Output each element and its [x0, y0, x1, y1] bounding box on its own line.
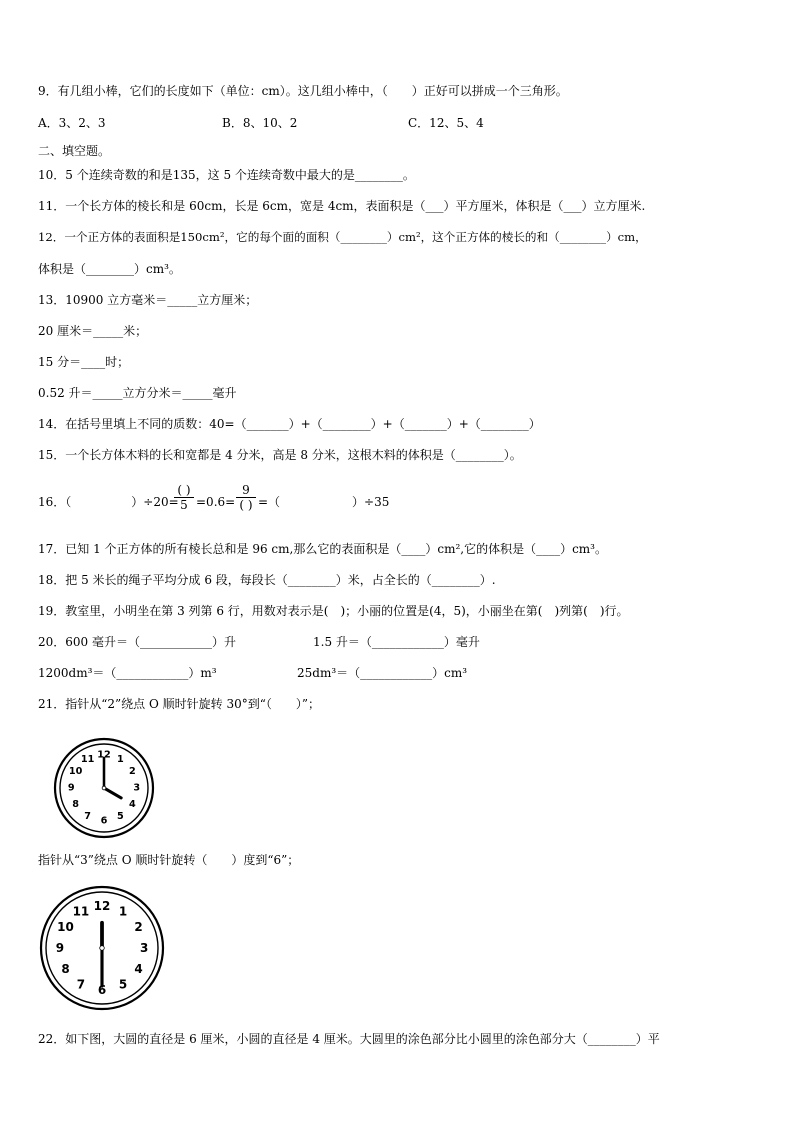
q16-fraction-2-denominator: ( )	[239, 498, 253, 512]
question-9: 9．有几组小棒，它们的长度如下（单位：cm）。这几组小棒中，（ ）正好可以拼成一个三角形。	[38, 84, 568, 98]
clock-1-numeral: 10	[68, 766, 83, 778]
clock-1-numeral: 5	[117, 810, 124, 822]
question-20-c: 1200dm³＝（____________）m³	[38, 666, 217, 680]
question-21-b: 指针从“3”绕点 O 顺时针旋转（ ）度到“6”；	[38, 853, 300, 867]
question-20-a: 20．600 毫升＝（____________）升	[38, 635, 236, 649]
question-12-line1: 12．一个正方体的表面积是150cm²，它的每个面的面积（________）cm²，这个正方体的棱长的和（________）cm，	[38, 230, 647, 244]
question-22: 22．如下图，大圆的直径是 6 厘米，小圆的直径是 4 厘米。大圆里的涂色部分比小圆里的涂色部分大（________）平	[38, 1032, 660, 1046]
clock-2	[39, 885, 165, 1011]
clock-1-numeral: 6	[100, 815, 108, 827]
question-16-part3: =（ ）÷35	[258, 495, 390, 509]
clock-1-numeral: 8	[72, 798, 79, 810]
clock-2-numeral: 6	[97, 983, 107, 998]
clock-1-numeral: 9	[67, 782, 75, 794]
clock-2-numeral: 9	[55, 941, 65, 955]
question-21: 21．指针从“2”绕点 O 顺时针旋转 30°到“（ ）”；	[38, 697, 320, 711]
question-16-part1: 16．（ ）÷20=	[38, 495, 179, 509]
clock-1-center-pin	[102, 786, 106, 790]
question-20-b: 1.5 升＝（____________）毫升	[313, 635, 480, 649]
clock-1-numeral: 11	[80, 754, 95, 766]
question-16-part2: =0.6=	[196, 495, 236, 509]
clock-2-numeral: 5	[118, 977, 128, 992]
clock-2-center-pin	[100, 946, 105, 951]
question-13-line3: 15 分＝____时；	[38, 355, 130, 369]
q16-fraction-1-denominator: 5	[180, 498, 188, 512]
clock-2-numeral: 2	[134, 919, 143, 934]
clock-2-numeral: 8	[61, 962, 70, 977]
q16-fraction-2	[236, 483, 256, 512]
question-14: 14．在括号里填上不同的质数：40=（_______）+（________）+（_______）+（________）	[38, 417, 541, 431]
clock-2-numeral: 10	[57, 919, 74, 934]
clock-1-numeral: 7	[84, 810, 91, 822]
question-17: 17．已知 1 个正方体的所有棱长总和是 96 cm,那么它的表面积是（____）cm²,它的体积是（____）cm³。	[38, 542, 607, 556]
question-10: 10．5 个连续奇数的和是135，这 5 个连续奇数中最大的是________。	[38, 168, 415, 182]
clock-1-numeral: 1	[117, 754, 124, 766]
question-13-line2: 20 厘米＝_____米；	[38, 324, 148, 338]
question-19: 19．教室里，小明坐在第 3 列第 6 行，用数对表示是( )；小丽的位置是(4，5)，小丽坐在第( )列第( )行。	[38, 604, 629, 618]
q9-option-c: C．12、5、4	[408, 116, 484, 130]
q9-option-a: A．3、2、3	[38, 116, 106, 130]
q16-fraction-1-numerator: ( )	[177, 483, 191, 497]
clock-1-numeral: 12	[97, 749, 111, 761]
clock-1-numeral: 3	[133, 782, 141, 794]
section-title: 二、填空题。	[38, 144, 111, 158]
question-20-d: 25dm³＝（____________）cm³	[297, 666, 468, 680]
question-11: 11．一个长方体的棱长和是 60cm，长是 6cm，宽是 4cm，表面积是（___）平方厘米，体积是（___）立方厘米.	[38, 199, 646, 213]
q9-option-b: B．8、10、2	[222, 116, 298, 130]
clock-1-numeral: 4	[129, 798, 136, 810]
clock-2-numeral: 4	[134, 962, 143, 977]
q16-fraction-2-numerator: 9	[242, 483, 250, 497]
q16-fraction-1	[174, 483, 194, 512]
clock-2-numeral: 11	[72, 904, 90, 919]
question-12-line2: 体积是（________）cm³。	[38, 262, 181, 276]
clock-2-numeral: 3	[139, 941, 149, 955]
question-15: 15．一个长方体木料的长和宽都是 4 分米，高是 8 分米，这根木料的体积是（________）。	[38, 448, 522, 462]
clock-2-numeral: 1	[118, 904, 128, 919]
clock-1-numeral: 2	[129, 766, 136, 778]
clock-1	[53, 737, 155, 839]
clock-2-numeral: 7	[76, 977, 86, 992]
question-13-line4: 0.52 升＝_____立方分米＝_____毫升	[38, 386, 237, 400]
clock-2-numeral: 12	[93, 898, 111, 913]
question-13-line1: 13．10900 立方毫米＝_____立方厘米；	[38, 293, 258, 307]
question-18: 18．把 5 米长的绳子平均分成 6 段，每段长（________）米，占全长的（________）.	[38, 573, 496, 587]
